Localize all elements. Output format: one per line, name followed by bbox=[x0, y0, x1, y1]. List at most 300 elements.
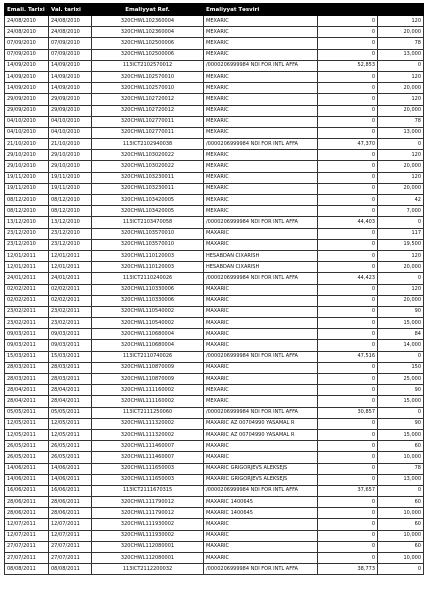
debit-cell: 78 bbox=[378, 116, 424, 127]
description-cell: MAXARIC GRIGORJEVS ALEKSEJS bbox=[204, 474, 318, 485]
reference-cell: 320CHWL111160002 bbox=[92, 396, 204, 407]
description-cell: MAXARIC bbox=[204, 340, 318, 351]
credit-cell: 0 bbox=[318, 429, 378, 440]
value-date-cell: 27/07/2011 bbox=[49, 541, 92, 552]
credit-cell: 0 bbox=[318, 318, 378, 329]
value-date-cell: 02/02/2011 bbox=[49, 295, 92, 306]
header-credit bbox=[318, 4, 378, 16]
description-cell: MEXARIC bbox=[204, 206, 318, 217]
credit-cell: 0 bbox=[318, 94, 378, 105]
transaction-date-cell: 28/06/2011 bbox=[5, 508, 49, 519]
reference-cell: 320CHWL111930002 bbox=[92, 530, 204, 541]
reference-cell: 320CHWL102770011 bbox=[92, 116, 204, 127]
transaction-date-cell: 14/09/2010 bbox=[5, 71, 49, 82]
description-cell: MAXARIC bbox=[204, 541, 318, 552]
table-row bbox=[5, 250, 424, 261]
debit-cell: 10,000 bbox=[378, 452, 424, 463]
reference-cell: 320CHWL111320002 bbox=[92, 418, 204, 429]
description-cell: MAXARIC bbox=[204, 530, 318, 541]
table-row bbox=[5, 150, 424, 161]
description-cell: MEXARIC bbox=[204, 183, 318, 194]
description-cell: /0000206999984 NDI FOR INTL AFFA bbox=[204, 564, 318, 575]
transaction-date-cell: 15/03/2011 bbox=[5, 351, 49, 362]
credit-cell: 0 bbox=[318, 71, 378, 82]
credit-cell: 0 bbox=[318, 262, 378, 273]
description-cell: MAXARIC 1400645 bbox=[204, 497, 318, 508]
debit-cell: 0 bbox=[378, 273, 424, 284]
description-cell: MEXARIC bbox=[204, 161, 318, 172]
debit-cell: 0 bbox=[378, 564, 424, 575]
debit-cell: 78 bbox=[378, 38, 424, 49]
credit-cell: 0 bbox=[318, 239, 378, 250]
description-cell: MEXARIC bbox=[204, 195, 318, 206]
credit-cell: 0 bbox=[318, 508, 378, 519]
credit-cell: 47,370 bbox=[318, 139, 378, 150]
table-row bbox=[5, 71, 424, 82]
credit-cell: 30,857 bbox=[318, 407, 378, 418]
value-date-cell: 12/01/2011 bbox=[49, 250, 92, 261]
table-row bbox=[5, 418, 424, 429]
description-cell: MEXARIC bbox=[204, 396, 318, 407]
reference-cell: 320CHWL112080001 bbox=[92, 553, 204, 564]
reference-cell: 320CHWL111930002 bbox=[92, 519, 204, 530]
value-date-cell: 13/12/2010 bbox=[49, 217, 92, 228]
transaction-date-cell: 13/12/2010 bbox=[5, 217, 49, 228]
transaction-date-cell: 19/11/2010 bbox=[5, 183, 49, 194]
table-row bbox=[5, 474, 424, 485]
debit-cell: 60 bbox=[378, 441, 424, 452]
value-date-cell: 02/02/2011 bbox=[49, 284, 92, 295]
table-row bbox=[5, 362, 424, 373]
value-date-cell: 28/03/2011 bbox=[49, 374, 92, 385]
transaction-date-cell: 04/10/2010 bbox=[5, 127, 49, 138]
transactions-table bbox=[4, 3, 424, 575]
description-cell: MAXARIC bbox=[204, 284, 318, 295]
debit-cell: 0 bbox=[378, 485, 424, 496]
table-row bbox=[5, 284, 424, 295]
credit-cell: 0 bbox=[318, 161, 378, 172]
value-date-cell: 29/10/2010 bbox=[49, 161, 92, 172]
table-row bbox=[5, 508, 424, 519]
value-date-cell: 12/07/2011 bbox=[49, 530, 92, 541]
transaction-date-cell: 05/05/2011 bbox=[5, 407, 49, 418]
description-cell: HESABDAN CIXARISH bbox=[204, 250, 318, 261]
value-date-cell: 29/10/2010 bbox=[49, 150, 92, 161]
credit-cell: 0 bbox=[318, 329, 378, 340]
reference-cell: 320CHWL103420005 bbox=[92, 206, 204, 217]
table-row bbox=[5, 396, 424, 407]
debit-cell: 20,000 bbox=[378, 83, 424, 94]
table-row bbox=[5, 295, 424, 306]
reference-cell: 320CHWL110330006 bbox=[92, 295, 204, 306]
debit-cell: 42 bbox=[378, 195, 424, 206]
header-row bbox=[5, 4, 424, 16]
value-date-cell: 14/06/2011 bbox=[49, 474, 92, 485]
transaction-date-cell: 29/10/2010 bbox=[5, 150, 49, 161]
value-date-cell: 29/09/2010 bbox=[49, 94, 92, 105]
value-date-cell: 28/04/2011 bbox=[49, 396, 92, 407]
transaction-date-cell: 23/02/2011 bbox=[5, 306, 49, 317]
transaction-date-cell: 21/10/2010 bbox=[5, 139, 49, 150]
reference-cell: 320CHWL110540002 bbox=[92, 306, 204, 317]
credit-cell: 0 bbox=[318, 105, 378, 116]
table-row bbox=[5, 127, 424, 138]
debit-cell: 120 bbox=[378, 150, 424, 161]
debit-cell: 0 bbox=[378, 60, 424, 71]
debit-cell: 20,000 bbox=[378, 27, 424, 38]
debit-cell: 13,000 bbox=[378, 474, 424, 485]
credit-cell: 0 bbox=[318, 441, 378, 452]
transaction-date-cell: 14/06/2011 bbox=[5, 474, 49, 485]
reference-cell: 320CHWL102360004 bbox=[92, 27, 204, 38]
table-row bbox=[5, 385, 424, 396]
header-transaction-date: Emali. Tarixi bbox=[5, 4, 49, 16]
reference-cell: 113ICT2102570012 bbox=[92, 60, 204, 71]
credit-cell: 0 bbox=[318, 463, 378, 474]
credit-cell: 0 bbox=[318, 127, 378, 138]
value-date-cell: 24/08/2010 bbox=[49, 16, 92, 27]
description-cell: MEXARIC bbox=[204, 127, 318, 138]
debit-cell: 84 bbox=[378, 329, 424, 340]
description-cell: MAXARIC bbox=[204, 441, 318, 452]
table-row bbox=[5, 139, 424, 150]
transaction-date-cell: 28/03/2011 bbox=[5, 374, 49, 385]
description-cell: MEXARIC bbox=[204, 83, 318, 94]
transaction-date-cell: 29/09/2010 bbox=[5, 105, 49, 116]
reference-cell: 320CHWL111320002 bbox=[92, 429, 204, 440]
value-date-cell: 16/06/2011 bbox=[49, 485, 92, 496]
value-date-cell: 28/06/2011 bbox=[49, 497, 92, 508]
table-row bbox=[5, 497, 424, 508]
reference-cell: 113ICT2103470058 bbox=[92, 217, 204, 228]
transaction-date-cell: 07/09/2010 bbox=[5, 38, 49, 49]
transaction-date-cell: 08/12/2010 bbox=[5, 195, 49, 206]
reference-cell: 320CHWL110680004 bbox=[92, 329, 204, 340]
transaction-date-cell: 02/02/2011 bbox=[5, 295, 49, 306]
transaction-date-cell: 12/07/2011 bbox=[5, 519, 49, 530]
debit-cell: 15,000 bbox=[378, 396, 424, 407]
description-cell: MAXARIC bbox=[204, 553, 318, 564]
transaction-date-cell: 12/05/2011 bbox=[5, 429, 49, 440]
transaction-date-cell: 23/12/2010 bbox=[5, 239, 49, 250]
description-cell: MEXARIC bbox=[204, 385, 318, 396]
value-date-cell: 19/11/2010 bbox=[49, 172, 92, 183]
debit-cell: 0 bbox=[378, 217, 424, 228]
credit-cell: 0 bbox=[318, 150, 378, 161]
transaction-date-cell: 08/08/2011 bbox=[5, 564, 49, 575]
debit-cell: 15,000 bbox=[378, 318, 424, 329]
header-transaction-description: Emaliyyat Təsviri bbox=[204, 4, 318, 16]
debit-cell: 19,500 bbox=[378, 239, 424, 250]
reference-cell: 320CHWL102720012 bbox=[92, 105, 204, 116]
table-row bbox=[5, 553, 424, 564]
table-row bbox=[5, 27, 424, 38]
description-cell: MEXARIC bbox=[204, 116, 318, 127]
transaction-date-cell: 12/05/2011 bbox=[5, 418, 49, 429]
reference-cell: 320CHWL111790012 bbox=[92, 497, 204, 508]
transaction-date-cell: 19/11/2010 bbox=[5, 172, 49, 183]
description-cell: /0000206999984 NDI FOR INTL AFFA bbox=[204, 407, 318, 418]
table-row bbox=[5, 351, 424, 362]
debit-cell: 60 bbox=[378, 497, 424, 508]
description-cell: MAXARIC bbox=[204, 318, 318, 329]
transaction-date-cell: 09/03/2011 bbox=[5, 340, 49, 351]
transaction-date-cell: 14/09/2010 bbox=[5, 83, 49, 94]
table-row bbox=[5, 485, 424, 496]
value-date-cell: 29/09/2010 bbox=[49, 105, 92, 116]
table-header bbox=[5, 4, 424, 16]
credit-cell: 0 bbox=[318, 340, 378, 351]
value-date-cell: 12/07/2011 bbox=[49, 519, 92, 530]
table-row bbox=[5, 228, 424, 239]
debit-cell: 120 bbox=[378, 284, 424, 295]
description-cell: MEXARIC bbox=[204, 16, 318, 27]
table-row bbox=[5, 318, 424, 329]
table-row bbox=[5, 116, 424, 127]
value-date-cell: 08/08/2011 bbox=[49, 564, 92, 575]
debit-cell: 20,000 bbox=[378, 295, 424, 306]
debit-cell: 60 bbox=[378, 541, 424, 552]
credit-cell: 0 bbox=[318, 38, 378, 49]
reference-cell: 320CHWL103570010 bbox=[92, 239, 204, 250]
table-row bbox=[5, 16, 424, 27]
description-cell: /0000206999984 NDI FOR INTL AFFA bbox=[204, 60, 318, 71]
debit-cell: 10,000 bbox=[378, 553, 424, 564]
value-date-cell: 14/09/2010 bbox=[49, 83, 92, 94]
debit-cell: 120 bbox=[378, 250, 424, 261]
transaction-date-cell: 23/02/2011 bbox=[5, 318, 49, 329]
credit-cell: 0 bbox=[318, 530, 378, 541]
debit-cell: 20,000 bbox=[378, 262, 424, 273]
transaction-date-cell: 24/01/2011 bbox=[5, 273, 49, 284]
reference-cell: 320CHWL111160002 bbox=[92, 385, 204, 396]
reference-cell: 320CHWL103230011 bbox=[92, 183, 204, 194]
credit-cell: 0 bbox=[318, 16, 378, 27]
credit-cell: 0 bbox=[318, 374, 378, 385]
value-date-cell: 14/06/2011 bbox=[49, 463, 92, 474]
reference-cell: 320CHWL110540002 bbox=[92, 318, 204, 329]
reference-cell: 320CHWL102570010 bbox=[92, 71, 204, 82]
credit-cell: 47,516 bbox=[318, 351, 378, 362]
debit-cell: 10,000 bbox=[378, 508, 424, 519]
description-cell: /0000206999984 NDI FOR INTL AFFA bbox=[204, 485, 318, 496]
reference-cell: 320CHWL102500006 bbox=[92, 49, 204, 60]
table-row bbox=[5, 407, 424, 418]
value-date-cell: 07/09/2010 bbox=[49, 49, 92, 60]
transaction-date-cell: 14/06/2011 bbox=[5, 463, 49, 474]
value-date-cell: 08/12/2010 bbox=[49, 206, 92, 217]
description-cell: HESABDAN CIXARISH bbox=[204, 262, 318, 273]
description-cell: MEXARIC bbox=[204, 94, 318, 105]
reference-cell: 320CHWL103230011 bbox=[92, 172, 204, 183]
debit-cell: 120 bbox=[378, 16, 424, 27]
transaction-date-cell: 27/07/2011 bbox=[5, 553, 49, 564]
credit-cell: 0 bbox=[318, 396, 378, 407]
value-date-cell: 09/03/2011 bbox=[49, 329, 92, 340]
description-cell: MAXARIC bbox=[204, 295, 318, 306]
credit-cell: 0 bbox=[318, 474, 378, 485]
reference-cell: 320CHWL110120003 bbox=[92, 262, 204, 273]
credit-cell: 0 bbox=[318, 452, 378, 463]
transaction-date-cell: 28/06/2011 bbox=[5, 497, 49, 508]
debit-cell: 15,000 bbox=[378, 429, 424, 440]
value-date-cell: 28/03/2011 bbox=[49, 362, 92, 373]
credit-cell: 0 bbox=[318, 116, 378, 127]
table-row bbox=[5, 60, 424, 71]
reference-cell: 320CHWL103020022 bbox=[92, 150, 204, 161]
value-date-cell: 26/05/2011 bbox=[49, 441, 92, 452]
debit-cell: 120 bbox=[378, 172, 424, 183]
reference-cell: 320CHWL103570010 bbox=[92, 228, 204, 239]
value-date-cell: 04/10/2010 bbox=[49, 127, 92, 138]
description-cell: MEXARIC bbox=[204, 71, 318, 82]
credit-cell: 0 bbox=[318, 83, 378, 94]
reference-cell: 113ICT2112200032 bbox=[92, 564, 204, 575]
reference-cell: 320CHWL110870009 bbox=[92, 374, 204, 385]
transaction-date-cell: 24/08/2010 bbox=[5, 16, 49, 27]
value-date-cell: 12/05/2011 bbox=[49, 418, 92, 429]
value-date-cell: 24/01/2011 bbox=[49, 273, 92, 284]
debit-cell: 117 bbox=[378, 228, 424, 239]
reference-cell: 320CHWL111650003 bbox=[92, 463, 204, 474]
debit-cell: 90 bbox=[378, 385, 424, 396]
table-row bbox=[5, 94, 424, 105]
debit-cell: 10,000 bbox=[378, 530, 424, 541]
credit-cell: 0 bbox=[318, 295, 378, 306]
reference-cell: 320CHWL102360004 bbox=[92, 16, 204, 27]
reference-cell: 320CHWL110120003 bbox=[92, 250, 204, 261]
table-row bbox=[5, 530, 424, 541]
debit-cell: 90 bbox=[378, 306, 424, 317]
description-cell: MAXARIC AZ 00704990 YASAMAL R bbox=[204, 418, 318, 429]
value-date-cell: 15/03/2011 bbox=[49, 351, 92, 362]
reference-cell: 113ICT2102940038 bbox=[92, 139, 204, 150]
credit-cell: 44,403 bbox=[318, 217, 378, 228]
description-cell: MEXARIC bbox=[204, 150, 318, 161]
transaction-date-cell: 12/01/2011 bbox=[5, 262, 49, 273]
reference-cell: 320CHWL112080001 bbox=[92, 541, 204, 552]
table-row bbox=[5, 206, 424, 217]
reference-cell: 113ICT2110740026 bbox=[92, 351, 204, 362]
table-row bbox=[5, 217, 424, 228]
credit-cell: 0 bbox=[318, 553, 378, 564]
reference-cell: 320CHWL102500006 bbox=[92, 38, 204, 49]
debit-cell: 0 bbox=[378, 139, 424, 150]
value-date-cell: 23/12/2010 bbox=[49, 228, 92, 239]
value-date-cell: 24/08/2010 bbox=[49, 27, 92, 38]
table-body bbox=[5, 16, 424, 575]
transaction-date-cell: 07/09/2010 bbox=[5, 49, 49, 60]
description-cell: MAXARIC bbox=[204, 329, 318, 340]
reference-cell: 320CHWL103420005 bbox=[92, 195, 204, 206]
debit-cell: 120 bbox=[378, 94, 424, 105]
value-date-cell: 28/04/2011 bbox=[49, 385, 92, 396]
credit-cell: 0 bbox=[318, 183, 378, 194]
value-date-cell: 04/10/2010 bbox=[49, 116, 92, 127]
debit-cell: 20,000 bbox=[378, 105, 424, 116]
value-date-cell: 19/11/2010 bbox=[49, 183, 92, 194]
reference-cell: 320CHWL110330006 bbox=[92, 284, 204, 295]
table-row bbox=[5, 273, 424, 284]
value-date-cell: 14/09/2010 bbox=[49, 60, 92, 71]
reference-cell: 320CHWL103020022 bbox=[92, 161, 204, 172]
credit-cell: 0 bbox=[318, 228, 378, 239]
transaction-date-cell: 24/08/2010 bbox=[5, 27, 49, 38]
description-cell: /0000206999984 NDI FOR INTL AFFA bbox=[204, 139, 318, 150]
credit-cell: 37,657 bbox=[318, 485, 378, 496]
transaction-date-cell: 23/12/2010 bbox=[5, 228, 49, 239]
value-date-cell: 07/09/2010 bbox=[49, 38, 92, 49]
table-row bbox=[5, 195, 424, 206]
description-cell: /0000206999984 NDI FOR INTL AFFA bbox=[204, 217, 318, 228]
value-date-cell: 08/12/2010 bbox=[49, 195, 92, 206]
debit-cell: 78 bbox=[378, 463, 424, 474]
credit-cell: 0 bbox=[318, 362, 378, 373]
credit-cell: 0 bbox=[318, 27, 378, 38]
table-row bbox=[5, 183, 424, 194]
value-date-cell: 09/03/2011 bbox=[49, 340, 92, 351]
debit-cell: 0 bbox=[378, 351, 424, 362]
credit-cell: 0 bbox=[318, 385, 378, 396]
debit-cell: 90 bbox=[378, 418, 424, 429]
debit-cell: 20,000 bbox=[378, 161, 424, 172]
transaction-date-cell: 08/12/2010 bbox=[5, 206, 49, 217]
value-date-cell: 12/01/2011 bbox=[49, 262, 92, 273]
debit-cell: 60 bbox=[378, 519, 424, 530]
reference-cell: 320CHWL111650003 bbox=[92, 474, 204, 485]
value-date-cell: 28/06/2011 bbox=[49, 508, 92, 519]
description-cell: MAXARIC bbox=[204, 306, 318, 317]
credit-cell: 0 bbox=[318, 541, 378, 552]
table-row bbox=[5, 161, 424, 172]
table-row bbox=[5, 541, 424, 552]
value-date-cell: 05/05/2011 bbox=[49, 407, 92, 418]
credit-cell: 0 bbox=[318, 519, 378, 530]
credit-cell: 0 bbox=[318, 306, 378, 317]
transaction-date-cell: 29/10/2010 bbox=[5, 161, 49, 172]
transaction-date-cell: 29/09/2010 bbox=[5, 94, 49, 105]
reference-cell: 320CHWL102720012 bbox=[92, 94, 204, 105]
reference-cell: 320CHWL102570010 bbox=[92, 83, 204, 94]
table-row bbox=[5, 38, 424, 49]
value-date-cell: 23/02/2011 bbox=[49, 306, 92, 317]
transaction-date-cell: 04/10/2010 bbox=[5, 116, 49, 127]
table-row bbox=[5, 172, 424, 183]
debit-cell: 7,000 bbox=[378, 206, 424, 217]
description-cell: MAXARIC bbox=[204, 362, 318, 373]
transaction-date-cell: 28/04/2011 bbox=[5, 396, 49, 407]
reference-cell: 320CHWL111790012 bbox=[92, 508, 204, 519]
table-row bbox=[5, 374, 424, 385]
description-cell: MEXARIC bbox=[204, 172, 318, 183]
value-date-cell: 12/05/2011 bbox=[49, 429, 92, 440]
description-cell: MAXARIC bbox=[204, 374, 318, 385]
debit-cell: 13,000 bbox=[378, 127, 424, 138]
credit-cell: 0 bbox=[318, 418, 378, 429]
reference-cell: 320CHWL110870009 bbox=[92, 362, 204, 373]
description-cell: MAXARIC AZ 00704990 YASAMAL R bbox=[204, 429, 318, 440]
debit-cell: 0 bbox=[378, 407, 424, 418]
description-cell: MAXARIC bbox=[204, 452, 318, 463]
transaction-date-cell: 28/04/2011 bbox=[5, 385, 49, 396]
reference-cell: 320CHWL102770011 bbox=[92, 127, 204, 138]
value-date-cell: 27/07/2011 bbox=[49, 553, 92, 564]
description-cell: MAXARIC 1400645 bbox=[204, 508, 318, 519]
credit-cell: 0 bbox=[318, 497, 378, 508]
transaction-date-cell: 12/01/2011 bbox=[5, 250, 49, 261]
transaction-date-cell: 14/09/2010 bbox=[5, 60, 49, 71]
transaction-date-cell: 27/07/2011 bbox=[5, 541, 49, 552]
